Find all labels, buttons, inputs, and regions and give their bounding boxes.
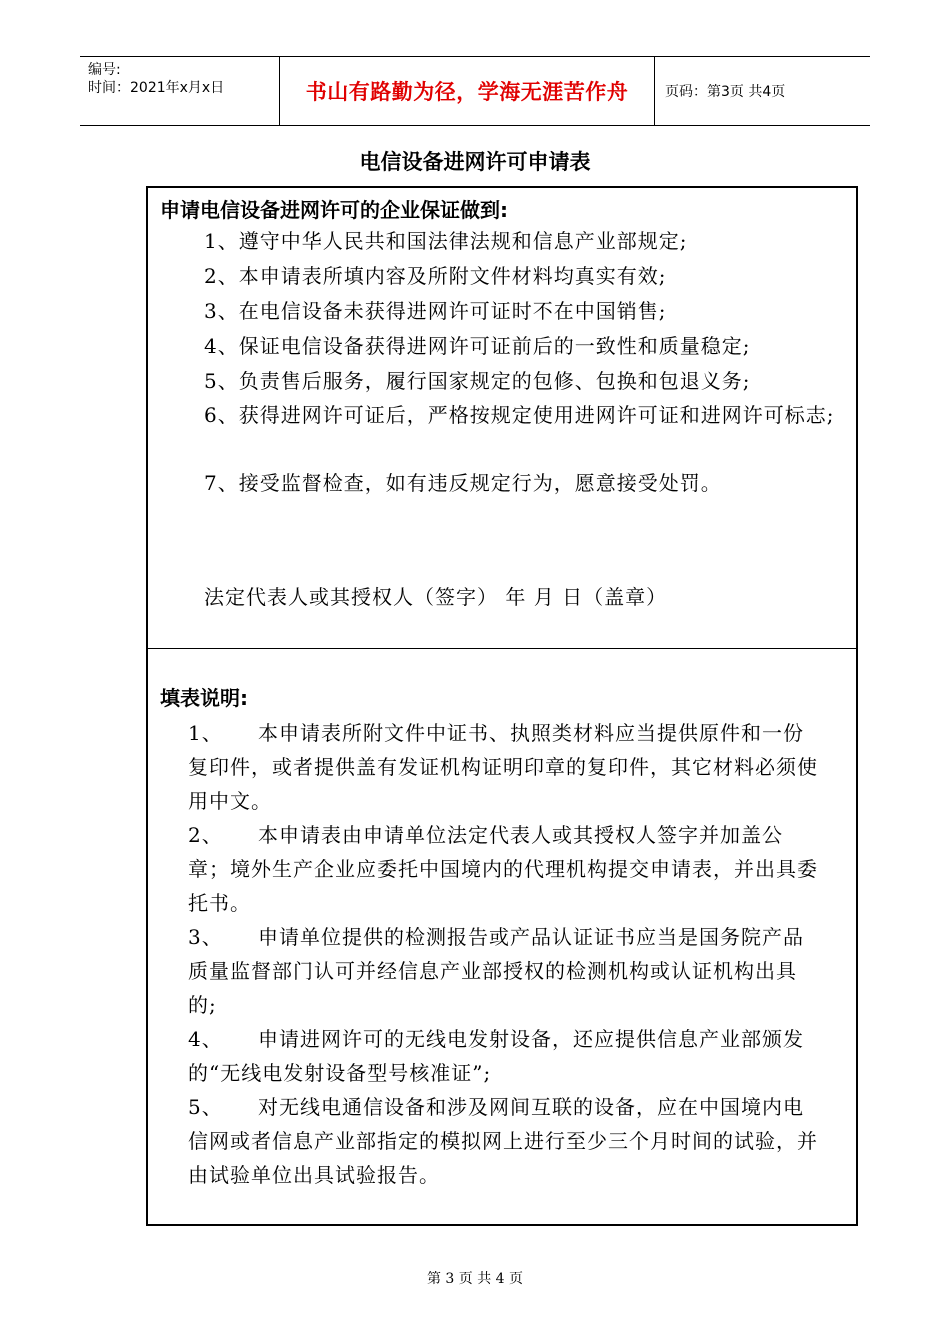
header-motto: 书山有路勤为径，学海无涯苦作舟 xyxy=(280,57,655,125)
guarantee-item: 4、保证电信设备获得进网许可证前后的一致性和质量稳定; xyxy=(204,334,751,358)
instruction-text: 申请进网许可的无线电发射设备，还应提供信息产业部颁发的“无线电发射设备型号核准证”; xyxy=(188,1027,804,1085)
instruction-text: 申请单位提供的检测报告或产品认证证书应当是国务院产品质量监督部门认可并经信息产业部授权的检测机构或认证机构出具的; xyxy=(188,925,804,1017)
document-title: 电信设备进网许可申请表 xyxy=(359,150,591,174)
instruction-item xyxy=(188,920,818,1022)
instructions-heading: 填表说明: xyxy=(160,686,248,710)
instruction-text: 对无线电通信设备和涉及网间互联的设备，应在中国境内电信网或者信息产业部指定的模拟网上进行至少三个月时间的试验，并由试验单位出具试验报告。 xyxy=(188,1095,818,1187)
guarantee-item: 2、本申请表所填内容及所附文件材料均真实有效; xyxy=(204,264,667,288)
guarantee-item: 3、在电信设备未获得进网许可证时不在中国销售; xyxy=(204,299,667,323)
signature-line: 法定代表人或其授权人（签字） 年 月 日（盖章） xyxy=(204,585,668,609)
instruction-number: 3、 xyxy=(188,925,223,949)
instruction-item xyxy=(188,716,818,818)
header-meta xyxy=(80,57,280,125)
guarantee-section xyxy=(148,188,856,649)
header-page-info: 页码：第3页 共4页 xyxy=(665,84,786,100)
page-footer: 第 3 页 共 4 页 xyxy=(426,1271,524,1287)
instruction-number: 4、 xyxy=(188,1027,223,1051)
time-label: 时间：2021年x月x日 xyxy=(88,80,225,96)
number-label: 编号: xyxy=(88,62,121,78)
instruction-text: 本申请表所附文件中证书、执照类材料应当提供原件和一份复印件，或者提供盖有发证机构证明印章的复印件，其它材料必须使用中文。 xyxy=(188,721,818,813)
page-header xyxy=(80,56,870,126)
instruction-number: 2、 xyxy=(188,823,223,847)
application-form-box xyxy=(146,186,858,1226)
guarantee-item: 7、接受监督检查，如有违反规定行为，愿意接受处罚。 xyxy=(204,471,722,495)
instruction-item xyxy=(188,1090,818,1192)
instruction-number: 1、 xyxy=(188,721,223,745)
guarantee-heading: 申请电信设备进网许可的企业保证做到: xyxy=(160,198,508,222)
guarantee-item: 1、遵守中华人民共和国法律法规和信息产业部规定; xyxy=(204,229,688,253)
instruction-item xyxy=(188,1022,818,1090)
guarantee-item: 6、获得进网许可证后，严格按规定使用进网许可证和进网许可标志; xyxy=(204,403,835,427)
instruction-number: 5、 xyxy=(188,1095,223,1119)
instruction-item xyxy=(188,818,818,920)
guarantee-item: 5、负责售后服务，履行国家规定的包修、包换和包退义务; xyxy=(204,369,751,393)
instruction-text: 本申请表由申请单位法定代表人或其授权人签字并加盖公章；境外生产企业应委托中国境内的代理机构提交申请表，并出具委托书。 xyxy=(188,823,818,915)
